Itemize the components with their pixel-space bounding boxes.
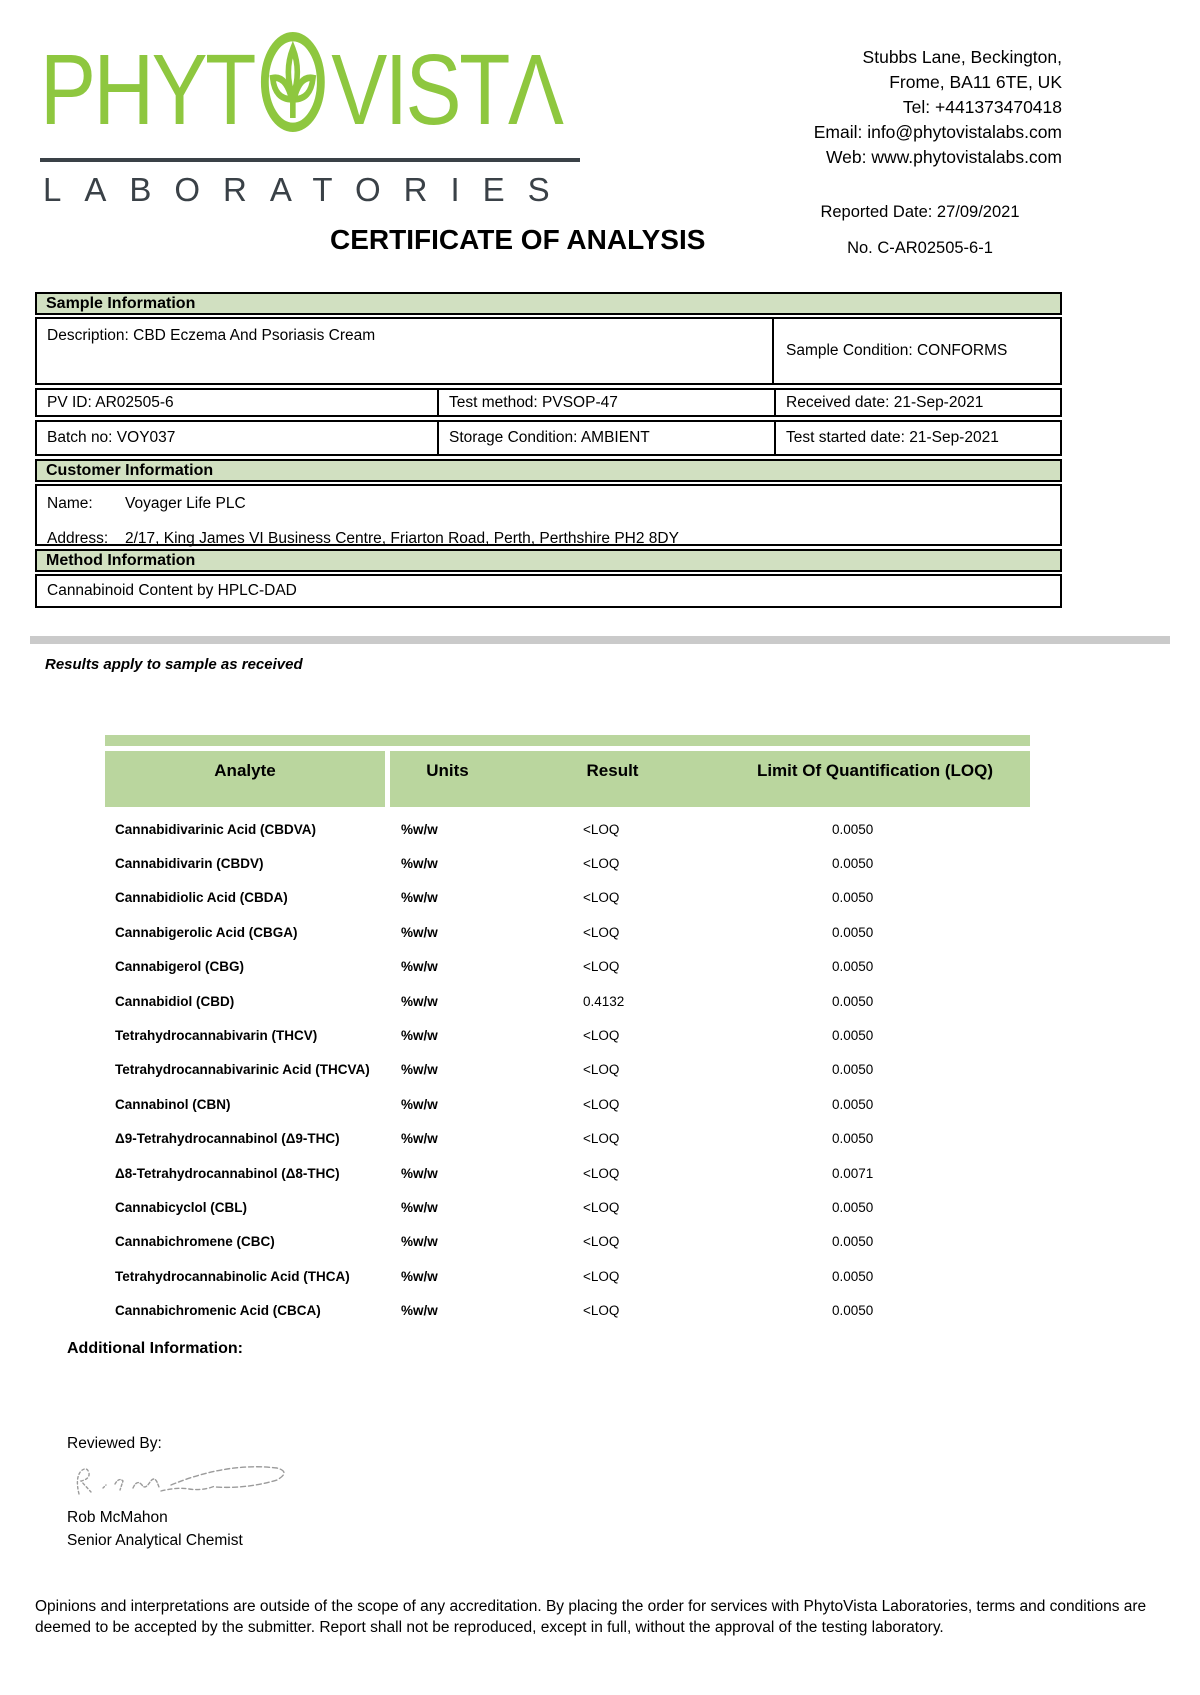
customer-address-label: Address: <box>47 530 109 547</box>
reviewer-name: Rob McMahon <box>67 1509 168 1526</box>
reviewer-title: Senior Analytical Chemist <box>67 1532 243 1549</box>
cell-analyte: Cannabichromenic Acid (CBCA) <box>115 1303 321 1319</box>
contact-email: Email: info@phytovistalabs.com <box>813 122 1062 142</box>
cell-loq: 0.0050 <box>832 1199 874 1215</box>
review-block <box>67 1432 297 1552</box>
batch-no: Batch no: VOY037 <box>47 429 176 446</box>
cell-result: <LOQ <box>583 1165 620 1181</box>
table-row <box>105 1190 1030 1224</box>
cell-result: <LOQ <box>583 1028 620 1044</box>
cell-analyte: Cannabidivarinic Acid (CBDVA) <box>115 821 317 837</box>
cell-units: %w/w <box>401 1096 438 1112</box>
cell-result: <LOQ <box>583 821 620 837</box>
logo-text-right: VISTΛ <box>331 34 562 146</box>
contact-address-line2: Frome, BA11 6TE, UK <box>889 72 1062 92</box>
sample-batch-row <box>35 420 1062 456</box>
cell-loq: 0.0050 <box>832 1096 874 1112</box>
method-box: Cannabinoid Content by HPLC-DAD <box>35 574 1062 608</box>
sample-ids-row <box>35 388 1062 417</box>
footer-disclaimer: Opinions and interpretations are outside of the scope of any accreditation. By placing the order for services with PhytoVista Laboratories, terms and conditions are deemed to be accepted by the submitter. Report shall not be reproduced, except in full, without the approval of the testing laboratory. <box>35 1598 1147 1636</box>
table-header-strip <box>105 735 1030 746</box>
storage-condition: Storage Condition: AMBIENT <box>437 422 774 454</box>
results-rows <box>105 812 1030 1328</box>
table-row <box>105 1018 1030 1052</box>
cell-loq: 0.0050 <box>832 1028 874 1044</box>
table-row <box>105 1053 1030 1087</box>
method-information-header: Method Information <box>35 549 1062 572</box>
report-number: No. C-AR02505-6-1 <box>847 239 993 257</box>
logo-divider <box>40 158 580 162</box>
cell-units: %w/w <box>401 959 438 975</box>
contact-phone: Tel: +441373470418 <box>902 97 1062 117</box>
table-row <box>105 881 1030 915</box>
cell-units: %w/w <box>401 1268 438 1284</box>
cell-analyte: Cannabidiol (CBD) <box>115 993 235 1009</box>
results-table <box>105 735 1030 1328</box>
sample-condition: Sample Condition: CONFORMS <box>772 319 1060 383</box>
header-units: Units <box>426 761 469 780</box>
customer-information-header: Customer Information <box>35 459 1062 482</box>
cell-result: <LOQ <box>583 1234 620 1250</box>
info-tables <box>35 292 1062 608</box>
table-row <box>105 846 1030 880</box>
cell-analyte: Cannabicyclol (CBL) <box>115 1199 248 1215</box>
cell-loq: 0.0050 <box>832 924 874 940</box>
table-row <box>105 1225 1030 1259</box>
cell-units: %w/w <box>401 821 438 837</box>
cell-units: %w/w <box>401 1062 438 1078</box>
cell-units: %w/w <box>401 856 438 872</box>
cell-result: <LOQ <box>583 1062 620 1078</box>
cell-loq: 0.0050 <box>832 1234 874 1250</box>
logo-text-left: PHYT <box>40 34 254 146</box>
cell-analyte: Cannabigerolic Acid (CBGA) <box>115 924 298 940</box>
sample-description-row <box>35 317 1062 385</box>
table-row <box>105 1122 1030 1156</box>
customer-address-value: 2/17, King James VI Business Centre, Friarton Road, Perth, Perthshire PH2 8DY <box>125 530 679 547</box>
test-method: Test method: PVSOP-47 <box>437 390 774 415</box>
cell-result: <LOQ <box>583 1303 620 1319</box>
header-result: Result <box>586 761 639 780</box>
cell-analyte: Δ8-Tetrahydrocannabinol (Δ8-THC) <box>115 1165 340 1181</box>
cell-analyte: Tetrahydrocannabivarinic Acid (THCVA) <box>115 1062 370 1078</box>
header-loq: Limit Of Quantification (LOQ) <box>756 761 994 780</box>
table-row <box>105 915 1030 949</box>
leaf-icon <box>259 30 326 150</box>
cell-analyte: Tetrahydrocannabivarin (THCV) <box>115 1028 318 1044</box>
cell-analyte: Cannabinol (CBN) <box>115 1096 231 1112</box>
table-row <box>105 1087 1030 1121</box>
header-right-block <box>390 751 1030 807</box>
contact-address-line1: Stubbs Lane, Beckington, <box>862 47 1062 67</box>
customer-name-label: Name: <box>47 495 93 512</box>
cell-loq: 0.0050 <box>832 856 874 872</box>
cell-units: %w/w <box>401 1028 438 1044</box>
cell-units: %w/w <box>401 1234 438 1250</box>
test-started-date: Test started date: 21-Sep-2021 <box>774 422 1060 454</box>
customer-box <box>35 484 1062 546</box>
cell-loq: 0.0050 <box>832 890 874 906</box>
cell-result: <LOQ <box>583 1268 620 1284</box>
customer-name-value: Voyager Life PLC <box>125 495 246 512</box>
cell-result: <LOQ <box>583 959 620 975</box>
cell-loq: 0.0071 <box>832 1165 874 1181</box>
cell-loq: 0.0050 <box>832 993 874 1009</box>
received-date: Received date: 21-Sep-2021 <box>774 390 1060 415</box>
logo-wordmark <box>40 30 561 150</box>
cell-loq: 0.0050 <box>832 821 874 837</box>
cell-loq: 0.0050 <box>832 1268 874 1284</box>
cell-analyte: Tetrahydrocannabinolic Acid (THCA) <box>115 1268 350 1284</box>
cell-units: %w/w <box>401 1303 438 1319</box>
cell-analyte: Cannabichromene (CBC) <box>115 1234 275 1250</box>
table-row <box>105 950 1030 984</box>
cell-result: <LOQ <box>583 856 620 872</box>
cell-loq: 0.0050 <box>832 1062 874 1078</box>
logo-subtitle: LABORATORIES <box>43 171 573 208</box>
table-row <box>105 1259 1030 1293</box>
sample-description: Description: CBD Eczema And Psoriasis Cream <box>47 327 376 344</box>
header-analyte: Analyte <box>105 751 385 807</box>
contact-web: Web: www.phytovistalabs.com <box>825 147 1062 167</box>
report-meta <box>780 203 1060 258</box>
signature-image <box>67 1458 297 1504</box>
cell-loq: 0.0050 <box>832 1131 874 1147</box>
cell-analyte: Cannabigerol (CBG) <box>115 959 245 975</box>
cell-result: <LOQ <box>583 1199 620 1215</box>
gray-divider <box>30 636 1170 644</box>
lab-contact-block <box>814 45 1062 170</box>
cell-units: %w/w <box>401 993 438 1009</box>
cell-loq: 0.0050 <box>832 1303 874 1319</box>
cell-result: 0.4132 <box>583 993 625 1009</box>
results-note: Results apply to sample as received <box>45 656 303 673</box>
cell-result: <LOQ <box>583 924 620 940</box>
reported-date: Reported Date: 27/09/2021 <box>820 203 1020 221</box>
cell-analyte: Δ9-Tetrahydrocannabinol (Δ9-THC) <box>115 1131 340 1147</box>
table-row <box>105 1156 1030 1190</box>
cell-units: %w/w <box>401 1199 438 1215</box>
cell-result: <LOQ <box>583 890 620 906</box>
page-title: CERTIFICATE OF ANALYSIS <box>330 224 706 255</box>
additional-information-label: Additional Information: <box>67 1340 243 1357</box>
cell-result: <LOQ <box>583 1096 620 1112</box>
pv-id: PV ID: AR02505-6 <box>47 393 174 411</box>
cell-result: <LOQ <box>583 1131 620 1147</box>
reviewed-by-label: Reviewed By: <box>67 1435 162 1452</box>
table-row <box>105 812 1030 846</box>
cell-units: %w/w <box>401 1131 438 1147</box>
table-row <box>105 1293 1030 1327</box>
table-row <box>105 984 1030 1018</box>
cell-analyte: Cannabidivarin (CBDV) <box>115 856 264 872</box>
cell-units: %w/w <box>401 924 438 940</box>
sample-information-header: Sample Information <box>35 292 1062 315</box>
cell-units: %w/w <box>401 1165 438 1181</box>
phytovista-logo <box>40 30 661 209</box>
table-header-row <box>105 751 1030 807</box>
cell-units: %w/w <box>401 890 438 906</box>
cell-loq: 0.0050 <box>832 959 874 975</box>
cell-analyte: Cannabidiolic Acid (CBDA) <box>115 890 288 906</box>
